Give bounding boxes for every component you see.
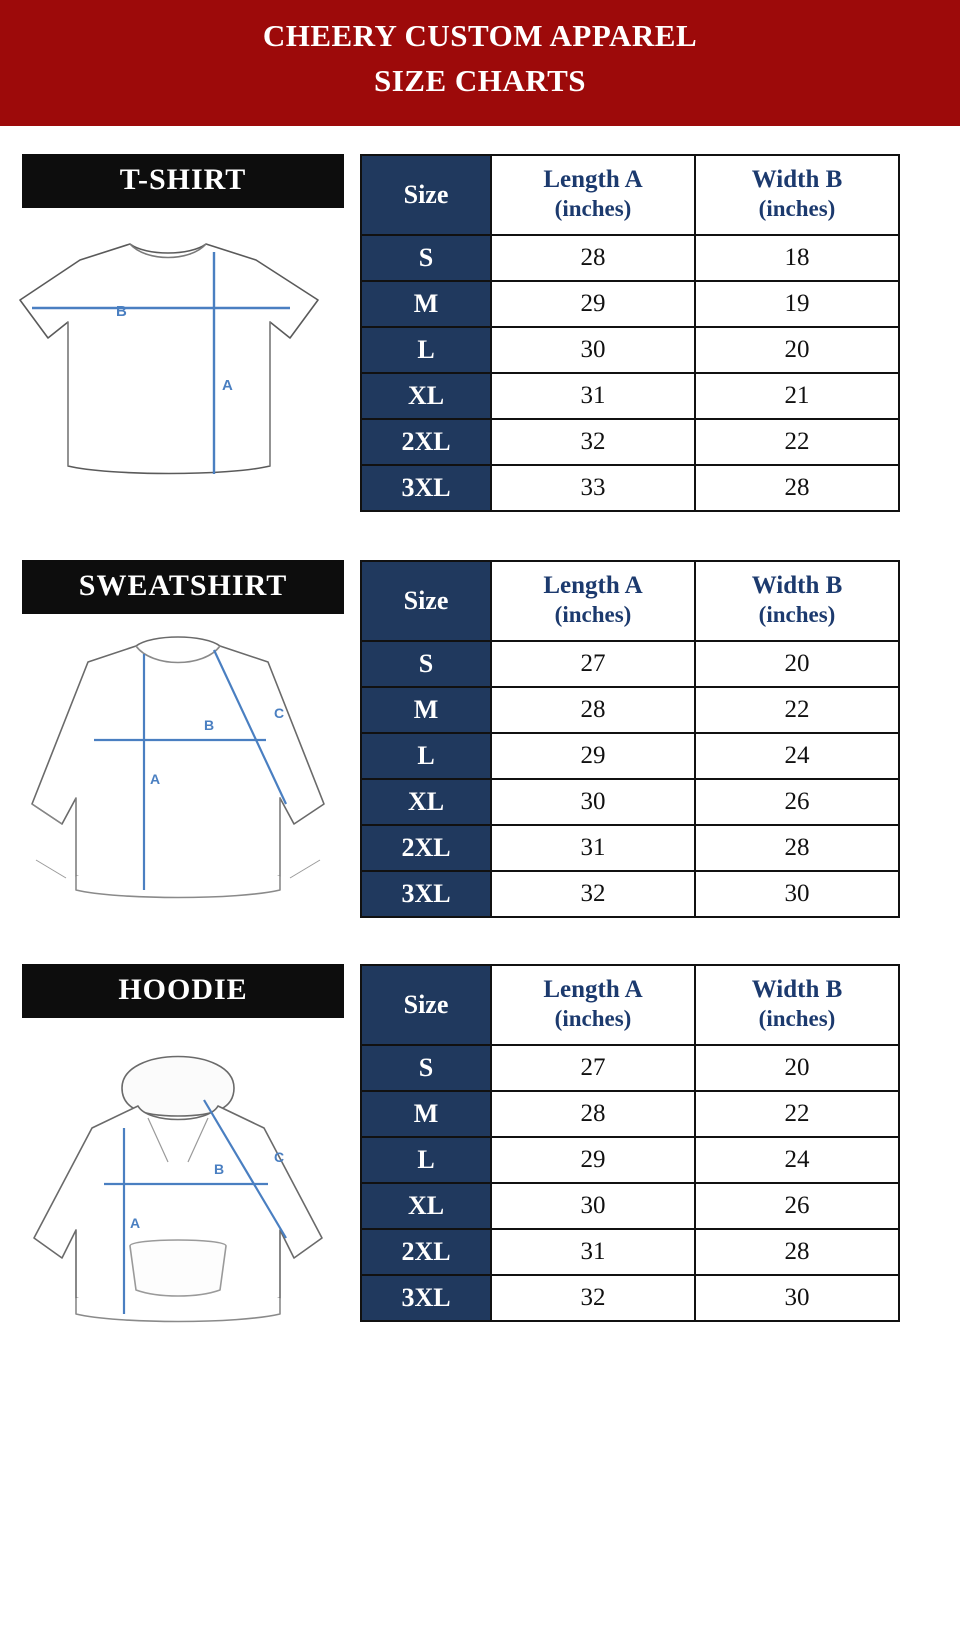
table-row <box>361 1137 899 1183</box>
cell-width: 22 <box>695 1091 899 1137</box>
sweatshirt-left-column <box>18 560 348 918</box>
cell-length: 32 <box>491 871 695 917</box>
cell-width: 24 <box>695 733 899 779</box>
cell-size: M <box>361 687 491 733</box>
hoodie-label: HOODIE <box>22 964 344 1018</box>
cell-length: 29 <box>491 733 695 779</box>
cell-length: 30 <box>491 779 695 825</box>
header-width <box>695 155 899 235</box>
cell-width: 26 <box>695 1183 899 1229</box>
section-tshirt <box>0 154 960 512</box>
hoodie-size-table <box>360 964 900 1322</box>
header-length <box>491 155 695 235</box>
header-width-unit: (inches) <box>758 196 836 222</box>
sweatshirt-diagram-label-c: C <box>274 705 285 721</box>
header-width <box>695 561 899 641</box>
sweatshirt-diagram-label-a: A <box>150 771 161 787</box>
header-width-unit: (inches) <box>758 1006 836 1032</box>
cell-size: 3XL <box>361 871 491 917</box>
table-row <box>361 871 899 917</box>
header-size: Size <box>361 965 491 1045</box>
header-length <box>491 965 695 1045</box>
hoodie-right-column <box>348 964 942 1322</box>
table-row <box>361 373 899 419</box>
hoodie-diagram-label-a: A <box>130 1215 141 1231</box>
header-width-title: Width B <box>751 976 843 1003</box>
cell-size: 3XL <box>361 1275 491 1321</box>
cell-size: S <box>361 1045 491 1091</box>
cell-length: 29 <box>491 1137 695 1183</box>
cell-size: L <box>361 327 491 373</box>
tshirt-diagram <box>18 222 338 502</box>
table-row <box>361 465 899 511</box>
cell-width: 20 <box>695 1045 899 1091</box>
cell-size: XL <box>361 1183 491 1229</box>
tshirt-diagram-label-a: A <box>222 377 233 394</box>
cell-width: 28 <box>695 1229 899 1275</box>
page-header <box>0 0 960 126</box>
cell-width: 26 <box>695 779 899 825</box>
table-row <box>361 779 899 825</box>
table-row <box>361 641 899 687</box>
header-length-unit: (inches) <box>554 196 632 222</box>
cell-size: XL <box>361 373 491 419</box>
tshirt-left-column <box>18 154 348 502</box>
cell-length: 31 <box>491 1229 695 1275</box>
cell-length: 28 <box>491 235 695 281</box>
table-row <box>361 281 899 327</box>
cell-length: 33 <box>491 465 695 511</box>
table-header-row <box>361 965 899 1045</box>
header-length-title: Length A <box>543 166 643 193</box>
cell-size: L <box>361 733 491 779</box>
sweatshirt-diagram-label-b: B <box>204 717 215 733</box>
cell-length: 31 <box>491 825 695 871</box>
table-row <box>361 1183 899 1229</box>
cell-size: 2XL <box>361 1229 491 1275</box>
sweatshirt-label: SWEATSHIRT <box>22 560 344 614</box>
table-row <box>361 733 899 779</box>
header-length-title: Length A <box>543 976 643 1003</box>
hoodie-left-column <box>18 964 348 1332</box>
cell-size: M <box>361 281 491 327</box>
table-row <box>361 1091 899 1137</box>
cell-size: 2XL <box>361 419 491 465</box>
header-width <box>695 965 899 1045</box>
tshirt-label: T-SHIRT <box>22 154 344 208</box>
table-row <box>361 419 899 465</box>
header-length-unit: (inches) <box>554 602 632 628</box>
header-length-unit: (inches) <box>554 1006 632 1032</box>
tshirt-right-column <box>348 154 942 512</box>
cell-length: 30 <box>491 327 695 373</box>
header-width-unit: (inches) <box>758 602 836 628</box>
cell-length: 28 <box>491 1091 695 1137</box>
cell-width: 19 <box>695 281 899 327</box>
cell-size: M <box>361 1091 491 1137</box>
cell-size: 2XL <box>361 825 491 871</box>
cell-length: 27 <box>491 1045 695 1091</box>
cell-size: S <box>361 235 491 281</box>
tshirt-diagram-label-b: B <box>116 303 127 320</box>
cell-size: L <box>361 1137 491 1183</box>
table-header-row <box>361 155 899 235</box>
hoodie-diagram-label-c: C <box>274 1149 285 1165</box>
cell-length: 30 <box>491 1183 695 1229</box>
table-row <box>361 327 899 373</box>
cell-width: 22 <box>695 687 899 733</box>
header-length-title: Length A <box>543 572 643 599</box>
cell-width: 30 <box>695 871 899 917</box>
table-row <box>361 687 899 733</box>
cell-size: S <box>361 641 491 687</box>
cell-length: 28 <box>491 687 695 733</box>
cell-width: 24 <box>695 1137 899 1183</box>
table-row <box>361 235 899 281</box>
cell-length: 27 <box>491 641 695 687</box>
table-row <box>361 1275 899 1321</box>
cell-width: 18 <box>695 235 899 281</box>
page-title-line-2: SIZE CHARTS <box>373 62 586 98</box>
header-width-title: Width B <box>751 166 843 193</box>
cell-length: 31 <box>491 373 695 419</box>
section-hoodie <box>0 964 960 1332</box>
table-row <box>361 825 899 871</box>
header-size: Size <box>361 561 491 641</box>
page-title-line-1: CHEERY CUSTOM APPAREL <box>262 18 698 53</box>
cell-width: 30 <box>695 1275 899 1321</box>
cell-width: 20 <box>695 641 899 687</box>
cell-size: 3XL <box>361 465 491 511</box>
cell-size: XL <box>361 779 491 825</box>
tshirt-size-table <box>360 154 900 512</box>
header-width-title: Width B <box>751 572 843 599</box>
table-row <box>361 1045 899 1091</box>
cell-width: 28 <box>695 465 899 511</box>
cell-width: 20 <box>695 327 899 373</box>
cell-length: 32 <box>491 1275 695 1321</box>
sweatshirt-diagram <box>18 628 338 918</box>
sweatshirt-right-column <box>348 560 942 918</box>
cell-length: 29 <box>491 281 695 327</box>
section-sweatshirt <box>0 560 960 918</box>
cell-width: 22 <box>695 419 899 465</box>
cell-width: 21 <box>695 373 899 419</box>
header-length <box>491 561 695 641</box>
hoodie-diagram <box>18 1032 338 1332</box>
cell-length: 32 <box>491 419 695 465</box>
header-size: Size <box>361 155 491 235</box>
cell-width: 28 <box>695 825 899 871</box>
table-header-row <box>361 561 899 641</box>
table-row <box>361 1229 899 1275</box>
hoodie-diagram-label-b: B <box>214 1161 225 1177</box>
sweatshirt-size-table <box>360 560 900 918</box>
